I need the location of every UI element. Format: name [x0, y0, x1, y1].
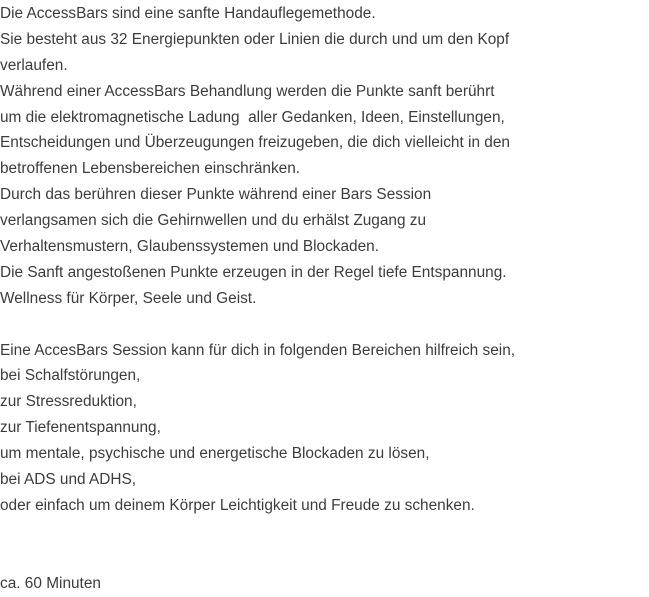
text-line: zur Tiefenentspannung, — [0, 419, 161, 437]
text-line: betroffenen Lebensbereichen einschränken. — [0, 160, 301, 178]
description-text — [0, 1, 649, 596]
paragraph-spacer — [0, 312, 649, 338]
text-line: um die elektromagnetische Ladung aller Gedanken, Ideen, Einstellungen, — [0, 108, 505, 126]
text-line: Eine AccesBars Session kann für dich in folgenden Bereichen hilfreich sein, — [0, 341, 516, 359]
text-line: oder einfach um deinem Körper Leichtigkeit und Freude zu schenken. — [0, 496, 475, 514]
text-line: Durch das berühren dieser Punkte während einer Bars Session — [0, 186, 432, 204]
text-line: Wellness für Körper, Seele und Geist. — [0, 289, 257, 307]
text-line: Während einer AccessBars Behandlung werden die Punkte sanft berührt — [0, 82, 495, 100]
text-line: verlaufen. — [0, 56, 68, 74]
text-line: bei Schalfstörungen, — [0, 367, 141, 385]
text-line: zur Stressreduktion, — [0, 393, 137, 411]
text-line: Die Sanft angestoßenen Punkte erzeugen in der Regel tiefe Entspannung. — [0, 263, 507, 281]
text-line: Verhaltensmustern, Glaubenssystemen und Blockaden. — [0, 238, 380, 256]
text-line: um mentale, psychische und energetische Blockaden zu lösen, — [0, 445, 430, 463]
text-line: verlangsamen sich die Gehirnwellen und du erhälst Zugang zu — [0, 212, 427, 230]
paragraph-spacer — [0, 519, 649, 545]
text-line: Entscheidungen und Überzeugungen freizugeben, die dich vielleicht in den — [0, 134, 510, 152]
text-line: bei ADS und ADHS, — [0, 471, 137, 489]
paragraph-spacer — [0, 545, 649, 571]
session-duration: ca. 60 Minuten — [0, 574, 101, 592]
text-line: Sie besteht aus 32 Energiepunkten oder Linien die durch und um den Kopf — [0, 30, 510, 48]
text-line: Die AccessBars sind eine sanfte Handauflegemethode. — [0, 5, 376, 22]
